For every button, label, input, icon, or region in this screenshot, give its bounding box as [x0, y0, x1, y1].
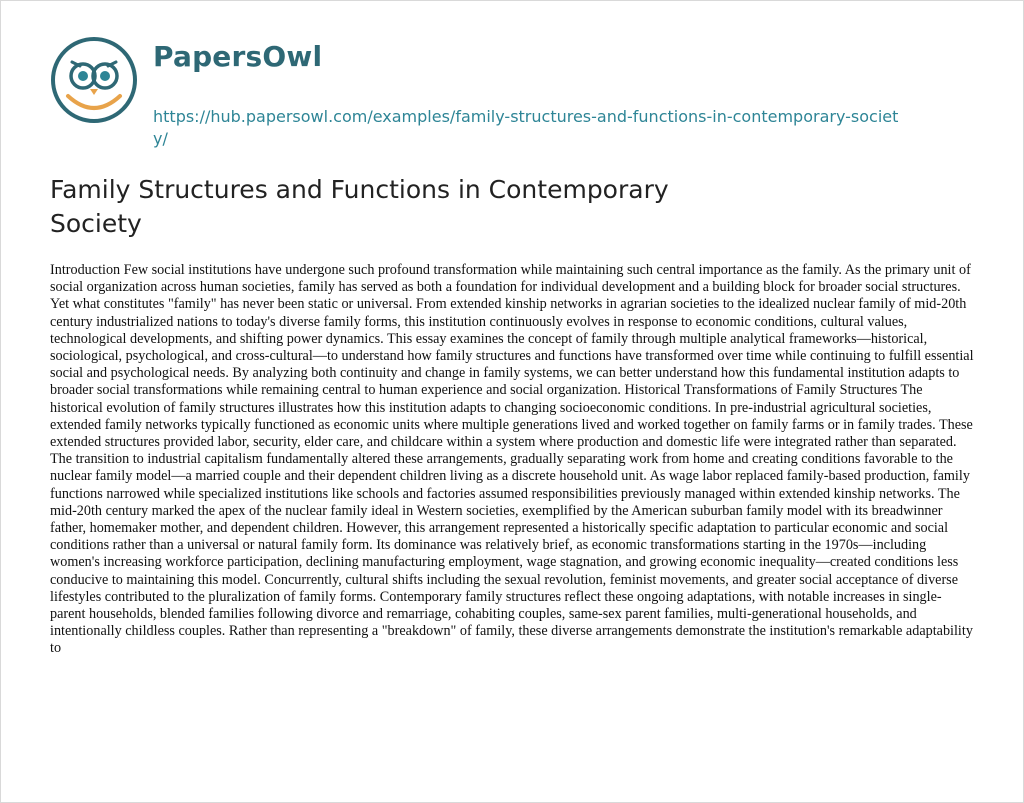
document-body: Introduction Few social institutions have undergone such profound transformation while maintaining such central importance as the family. As the primary unit of social organization across human societies, family has served as both a foundation for individual development and a building block for broader social structures. Yet what constitutes "family" has never been static or universal. From extended kinship networks in agrarian societies to the idealized nuclear family of mid-20th century industrialized nations to today's diverse family forms, this institution continuously evolves in response to economic conditions, cultural values, technological developments, and shifting power dynamics. This essay examines the concept of family through multiple analytical frameworks—historical, sociological, psychological, and cross-cultural—to understand how family structures and functions have transformed over time while continuing to fulfill essential social and psychological needs. By analyzing both continuity and change in family systems, we can better understand how this fundamental institution adapts to broader social transformations while remaining central to human experience and social organization. Historical Transformations of Family Structures The historical evolution of family structures illustrates how this institution adapts to changing socioeconomic conditions. In pre-industrial agricultural societies, extended family networks typically functioned as economic units where multiple generations lived and worked together on family farms or in family trades. These extended structures provided labor, security, elder care, and childcare within a system where production and domestic life were integrated rather than separated. The transition to industrial capitalism fundamentally altered these arrangements, gradually separating work from home and creating conditions favorable to the nuclear family model—a married couple and their dependent children living as a discrete household unit. As wage labor replaced family-based production, family functions narrowed while specialized institutions like schools and factories assumed responsibilities previously managed within extended kinship networks. The mid-20th century marked the apex of the nuclear family ideal in Western societies, exemplified by the American suburban family model with its breadwinner father, homemaker mother, and dependent children. However, this arrangement represented a historically specific adaptation to particular economic and social conditions rather than a universal or natural family form. Its dominance was relatively brief, as economic transformations starting in the 1970s—including women's increasing workforce participation, declining manufacturing employment, wage stagnation, and growing economic inequality—created conditions less conducive to maintaining this model. Concurrently, cultural shifts including the sexual revolution, feminist movements, and greater social acceptance of diverse lifestyles contributed to the pluralization of family forms. Contemporary family structures reflect these ongoing adaptations, with notable increases in single-parent households, blended families following divorce and remarriage, cohabiting couples, same-sex parent families, multi-generational households, and intentionally childless couples. Rather than representing a "breakdown" of family, these diverse arrangements demonstrate the institution's remarkable adaptability to [50, 262, 974, 657]
document-title: Family Structures and Functions in Contemporary Society [50, 175, 669, 238]
owl-logo-icon[interactable] [50, 36, 138, 124]
site-header [50, 36, 930, 156]
brand-name[interactable]: PapersOwl [153, 40, 323, 73]
source-url-link[interactable]: https://hub.papersowl.com/examples/family-structures-and-functions-in-contemporary-society/ [153, 107, 899, 148]
